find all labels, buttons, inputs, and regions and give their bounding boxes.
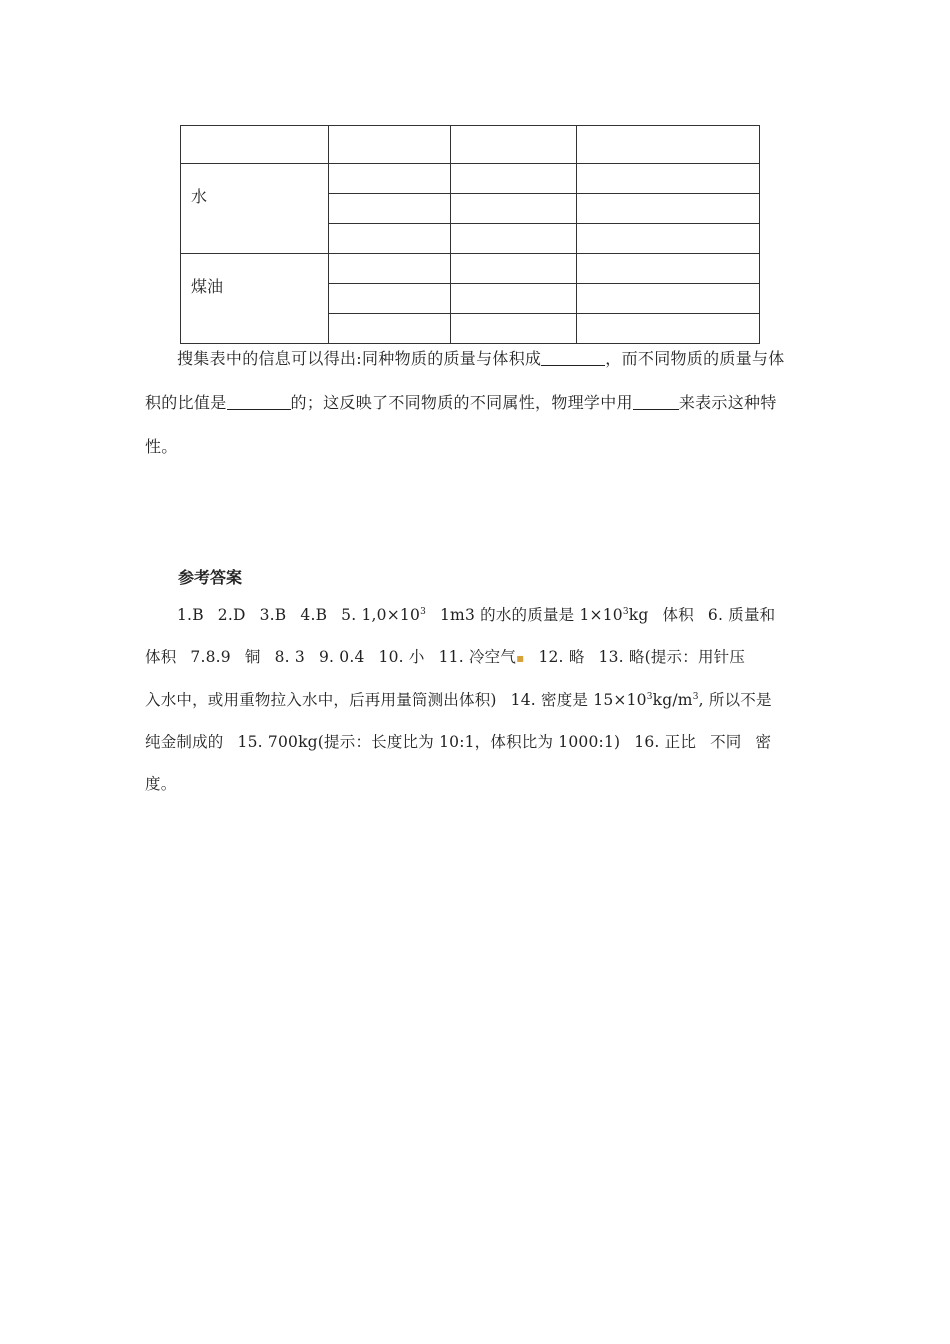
question-line-3: 性。 [145, 437, 178, 456]
table-cell [451, 224, 577, 254]
table-cell [577, 126, 760, 164]
table-cell [329, 194, 451, 224]
table-cell [181, 126, 329, 164]
answer-item: 10. 小 [378, 648, 425, 666]
answer-item: 14. 密度是 $15\times 10^3kg/m^3$, 所以不是 [510, 691, 772, 709]
table-cell [451, 194, 577, 224]
answer-item: 7.8.9 [190, 648, 231, 666]
answer-item: 6. 质量和 [707, 606, 776, 624]
table-cell [577, 194, 760, 224]
table-cell [577, 224, 760, 254]
table-cell [329, 224, 451, 254]
answer-item: 12. 略 [538, 648, 585, 666]
table-row [181, 254, 760, 284]
table-cell [577, 284, 760, 314]
answer-item: 纯金制成的 [145, 733, 224, 751]
table-cell [451, 164, 577, 194]
question-text: ，而不同物质的质量与体 [605, 349, 785, 368]
data-table [180, 125, 760, 344]
answer-item: 体积 [145, 648, 177, 666]
table-cell [329, 284, 451, 314]
question-text: 积的比值是 [145, 393, 227, 412]
answer-item: 密 [755, 733, 772, 751]
table-cell [451, 254, 577, 284]
question-paragraph [145, 337, 807, 469]
answer-item: 入水中，或用重物拉入水中，后再用量筒测出体积) [145, 691, 497, 709]
answer-item: 16. 正比 [634, 733, 697, 751]
material-cell-water: 水 [181, 164, 329, 254]
table-row [181, 164, 760, 194]
table-cell [329, 126, 451, 164]
answer-blank [541, 349, 605, 366]
question-text: 来表示这种特 [678, 393, 777, 412]
answer-item: 铜 [244, 648, 261, 666]
answer-item: 11. 冷空气 [438, 648, 517, 666]
table-cell [451, 126, 577, 164]
table-cell [451, 284, 577, 314]
answer-blank [227, 393, 291, 410]
question-line-2 [145, 381, 807, 425]
answers-line-2 [145, 636, 810, 679]
answer-item: 9. 0.4 [318, 648, 365, 666]
material-cell-kerosene: 煤油 [181, 254, 329, 344]
answer-item: 15. 700kg(提示：长度比为 10:1，体积比为 1000:1) [237, 733, 621, 751]
answers-title: 参考答案 [178, 568, 243, 587]
edit-mark-icon: ▪ [516, 651, 525, 665]
answer-item: 体积 [662, 606, 694, 624]
answers-body [145, 594, 810, 805]
table-cell [329, 254, 451, 284]
answer-item: 4.B [300, 606, 328, 624]
answer-item: 5. $1,0\times 10^3$ 1m3 的水的质量是 $1\times 10^3kg$ [341, 606, 649, 624]
question-text: 的；这反映了不同物质的不同属性，物理学中用 [290, 393, 633, 412]
answers-line-4 [145, 721, 810, 763]
answer-item: 1.B [177, 606, 204, 624]
question-line-1 [145, 337, 807, 381]
answer-item: 3.B [259, 606, 287, 624]
answers-line-1 [145, 594, 810, 636]
answer-item: 13. 略(提示：用针压 [598, 648, 746, 666]
table-cell [329, 164, 451, 194]
table-header-row [181, 126, 760, 164]
answer-item: 2.D [217, 606, 246, 624]
answer-item: 不同 [710, 733, 742, 751]
answers-line-5: 度。 [145, 775, 177, 793]
question-text: 搜集表中的信息可以得出:同种物质的质量与体积成 [177, 349, 542, 368]
answer-blank [633, 393, 679, 410]
table-cell [577, 164, 760, 194]
answer-item: 8. 3 [274, 648, 305, 666]
answers-line-3 [145, 679, 810, 721]
table-cell [577, 254, 760, 284]
